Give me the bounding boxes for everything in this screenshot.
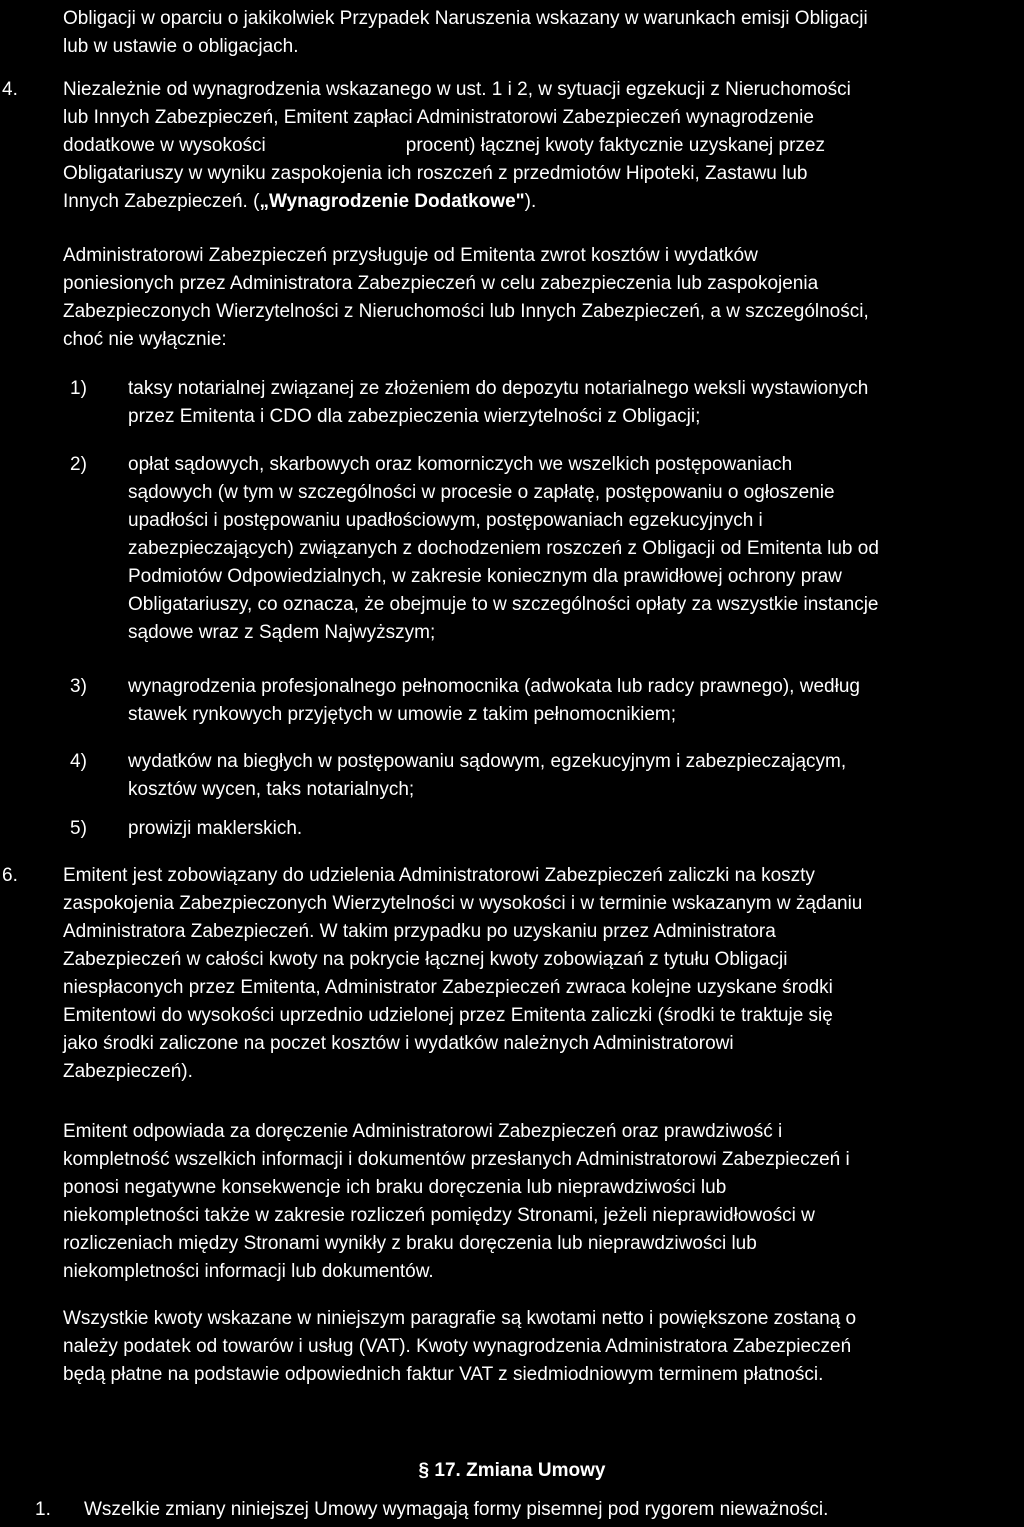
- text-line: jako środki zaliczone na poczet kosztów i wydatków należnych Administratorowi: [63, 1033, 734, 1054]
- text-line: taksy notarialnej związanej ze złożeniem do depozytu notarialnego weksli wystawionych: [128, 378, 869, 399]
- text-line: Zabezpieczonych Wierzytelności z Nieruchomości lub Innych Zabezpieczeń, a w szczególności,: [63, 301, 869, 322]
- subitem-3: [128, 673, 1018, 729]
- text-line: lub w ustawie o obligacjach.: [63, 36, 299, 57]
- item-number: 1.: [35, 1499, 51, 1520]
- text-line: opłat sądowych, skarbowych oraz komorniczych we wszelkich postępowaniach: [128, 454, 793, 475]
- text-line: sądowych (w tym w szczególności w procesie o zapłatę, postępowaniu o ogłoszenie: [128, 482, 835, 503]
- defined-term: „Wynagrodzenie Dodatkowe": [259, 191, 525, 212]
- section-17-item-1: [84, 1496, 1018, 1524]
- text-line: Obligatariuszy w wyniku zaspokojenia ich roszczeń z przedmiotów Hipoteki, Zastawu lub: [63, 163, 808, 184]
- item-5-paragraph: [63, 242, 1018, 354]
- text-line: ponosi negatywne konsekwencje ich braku doręczenia lub nieprawdziwości lub: [63, 1177, 727, 1198]
- text-line: kosztów wycen, taks notarialnych;: [128, 779, 415, 800]
- subitem-number: 3): [70, 676, 87, 697]
- subitem-4: [128, 748, 1018, 804]
- subitem-number: 1): [70, 378, 87, 399]
- text-line: choć nie wyłącznie:: [63, 329, 227, 350]
- text-line: Obligatariuszy, co oznacza, że obejmuje to w szczególności opłaty za wszystkie instancje: [128, 594, 879, 615]
- text-line: Obligacji w oparciu o jakikolwiek Przypadek Naruszenia wskazany w warunkach emisji Obligacji: [63, 8, 868, 29]
- text-line: wynagrodzenia profesjonalnego pełnomocnika (adwokata lub radcy prawnego), według: [128, 676, 860, 697]
- subitem-5: [128, 815, 1018, 843]
- text-line: zabezpieczających) związanych z dochodzeniem roszczeń z Obligacji od Emitenta lub od: [128, 538, 879, 559]
- text-line: niekompletności informacji lub dokumentów.: [63, 1261, 434, 1282]
- text-line: poniesionych przez Administratora Zabezpieczeń w celu zabezpieczenia lub zaspokojenia: [63, 273, 819, 294]
- text-line: niekompletności także w zakresie rozliczeń pomiędzy Stronami, jeżeli nieprawidłowości w: [63, 1205, 815, 1226]
- text-line: Zabezpieczeń w całości kwoty na pokrycie łącznej kwoty zobowiązań z tytułu Obligacji: [63, 949, 788, 970]
- text-line: Emitentowi do wysokości uprzednio udzielonej przez Emitenta zaliczki (środki te traktuje się: [63, 1005, 833, 1026]
- text-fragment: ).: [524, 191, 537, 212]
- text-line: Administratora Zabezpieczeń. W takim przypadku po uzyskaniu przez Administratora: [63, 921, 776, 942]
- text-line: sądowe wraz z Sądem Najwyższym;: [128, 622, 436, 643]
- text-line: Zabezpieczeń).: [63, 1061, 193, 1082]
- subitem-1: [128, 375, 1018, 431]
- text-line: [63, 188, 1018, 216]
- text-line: wydatków na biegłych w postępowaniu sądowym, egzekucyjnym i zabezpieczającym,: [128, 751, 847, 772]
- subitem-number: 5): [70, 818, 87, 839]
- text-line: upadłości i postępowaniu upadłościowym, postępowaniach egzekucyjnych i: [128, 510, 763, 531]
- text-line: będą płatne na podstawie odpowiednich faktur VAT z siedmiodniowym terminem płatności.: [63, 1364, 824, 1385]
- subitem-number: 4): [70, 751, 87, 772]
- item-6-paragraph: [63, 862, 1018, 1086]
- text-line: Emitent odpowiada za doręczenie Administratorowi Zabezpieczeń oraz prawdziwość i: [63, 1121, 783, 1142]
- section-heading: § 17. Zmiana Umowy: [418, 1460, 606, 1481]
- text-fragment: Innych Zabezpieczeń. (: [63, 191, 260, 212]
- text-line: prowizji maklerskich.: [128, 818, 303, 839]
- text-fragment: procent) łącznej kwoty faktycznie uzyskanej przez: [405, 135, 825, 156]
- text-line: lub Innych Zabezpieczeń, Emitent zapłaci Administratorowi Zabezpieczeń wynagrodzenie: [63, 107, 814, 128]
- text-line: przez Emitenta i CDO dla zabezpieczenia wierzytelności z Obligacji;: [128, 406, 701, 427]
- text-line: stawek rynkowych przyjętych w umowie z takim pełnomocnikiem;: [128, 704, 677, 725]
- text-line: Wszelkie zmiany niniejszej Umowy wymagają formy pisemnej pod rygorem nieważności.: [84, 1499, 829, 1520]
- subitem-2: [128, 451, 1018, 647]
- text-line: Podmiotów Odpowiedzialnych, w zakresie koniecznym dla prawidłowej ochrony praw: [128, 566, 842, 587]
- item-number: 6.: [2, 865, 18, 886]
- text-line: zaspokojenia Zabezpieczonych Wierzytelności w wysokości i w terminie wskazanym w żądaniu: [63, 893, 863, 914]
- text-line: Emitent jest zobowiązany do udzielenia Administratorowi Zabezpieczeń zaliczki na koszty: [63, 865, 815, 886]
- text-line: Administratorowi Zabezpieczeń przysługuje od Emitenta zwrot kosztów i wydatków: [63, 245, 758, 266]
- text-line: kompletność wszelkich informacji i dokumentów przesłanych Administratorowi Zabezpieczeń i: [63, 1149, 850, 1170]
- item-8-paragraph: [63, 1305, 1018, 1389]
- item-7-paragraph: [63, 1118, 1018, 1286]
- text-fragment: dodatkowe w wysokości: [63, 135, 266, 156]
- text-line: [63, 132, 1018, 160]
- subitem-number: 2): [70, 454, 87, 475]
- text-line: Niezależnie od wynagrodzenia wskazanego w ust. 1 i 2, w sytuacji egzekucji z Nieruchomości: [63, 79, 851, 100]
- item-number: 4.: [2, 79, 18, 100]
- text-line: należy podatek od towarów i usług (VAT). Kwoty wynagrodzenia Administratora Zabezpieczeń: [63, 1336, 852, 1357]
- item-4-paragraph: [63, 76, 1018, 216]
- text-line: rozliczeniach między Stronami wynikły z braku doręczenia lub nieprawdziwości lub: [63, 1233, 757, 1254]
- text-line: Wszystkie kwoty wskazane w niniejszym paragrafie są kwotami netto i powiększone zostaną o: [63, 1308, 857, 1329]
- intro-paragraph: [63, 5, 1018, 61]
- text-line: niespłaconych przez Emitenta, Administrator Zabezpieczeń zwraca kolejne uzyskane środki: [63, 977, 833, 998]
